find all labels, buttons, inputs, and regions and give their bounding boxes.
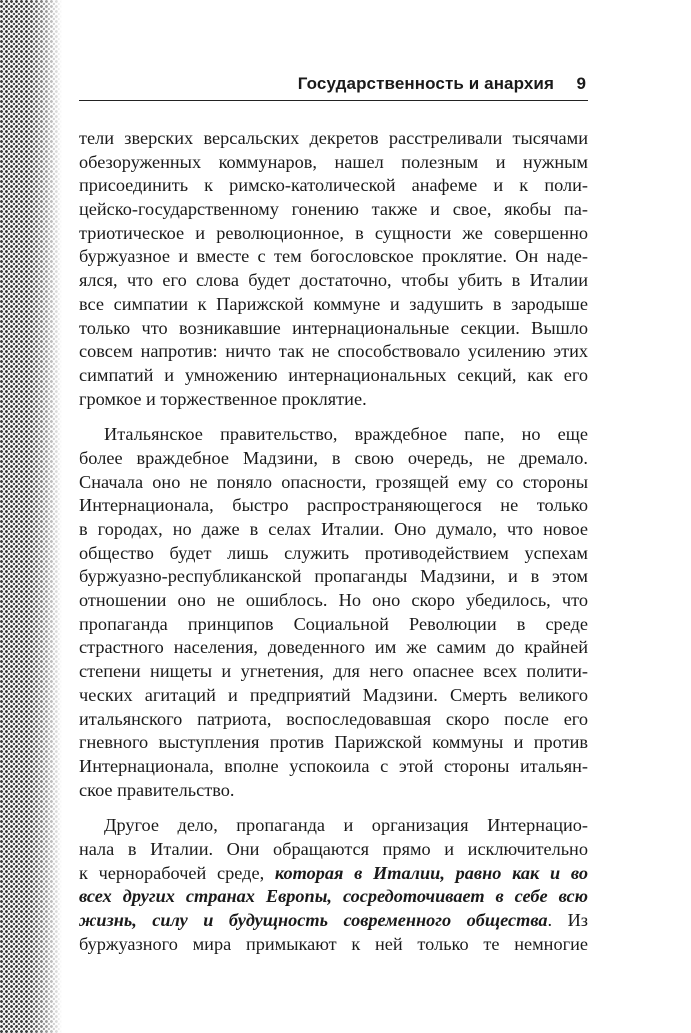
running-title: Государственность и анархия: [297, 74, 554, 93]
text-run: . Из: [547, 910, 588, 930]
text-line: в городах, но даже в селах Италии. Оно думало, что новое: [79, 519, 588, 539]
text-line: Итальянское правительство, враждебное папе, но еще: [104, 424, 588, 445]
running-header: [79, 72, 588, 101]
text-line: все симпатии к Парижской коммуне и задушить в зародыше: [79, 293, 588, 314]
text-line: гневного выступления против Парижской коммуны и против: [79, 732, 588, 753]
text-line: степени нищеты и угнетения, для него опаснее всех полити-: [79, 661, 588, 682]
text-line: буржуазного мира примыкают к ней только те немногие: [79, 933, 588, 954]
paragraph-3: [79, 814, 588, 956]
text-line: ское правительство.: [79, 779, 235, 800]
text-line: нала в Италии. Они обращаются прямо и исключительно: [79, 838, 588, 859]
text-line: более враждебное Мадзини, в свою очередь, не дремало.: [79, 447, 588, 468]
text-line: Другое дело, пропаганда и организация Интернацио-: [104, 815, 588, 836]
text-line: цейско-государственному гонению также и свое, якобы па-: [79, 199, 588, 220]
paragraph-1: [79, 127, 588, 411]
halftone-scan-edge: [0, 0, 62, 1033]
text-line: буржуазное и вместе с тем богословское проклятие. Он наде-: [79, 246, 588, 267]
text-line: общество будет лишь служить противодействием успехам: [79, 542, 588, 563]
text-line: итальянского патриота, воспоследовавшая скоро после его: [79, 708, 588, 729]
text-line: громкое и торжественное проклятие.: [79, 388, 367, 409]
body-text: [79, 127, 588, 956]
emphasized-text: которая в Италии, равно как и во: [274, 862, 588, 883]
text-line: отношении оно не ошиблось. Но оно скоро убедилось, что: [79, 590, 588, 611]
text-line: [79, 862, 588, 886]
text-line: тели зверских версальских декретов расстреливали тысячами: [79, 128, 588, 148]
text-line: Интернационала, быстро распространяющегося не только: [79, 495, 588, 516]
text-run: к чернорабочей среде,: [79, 862, 265, 883]
text-line: [79, 909, 588, 933]
text-line: присоединить к римско-католической анафеме и к поли-: [79, 175, 588, 196]
text-line: совсем напротив: ничто так не способствовало усилению этих: [79, 341, 588, 362]
page-number: 9: [576, 74, 586, 93]
text-line: пропаганда принципов Социальной Революции в среде: [79, 613, 588, 634]
text-line: триотическое и революционное, в сущности же совершенно: [79, 222, 588, 243]
text-line: Сначала оно не поняло опасности, грозящей ему со стороны: [79, 471, 588, 492]
text-line: симпатий и умножению интернациональных секций, как его: [79, 364, 588, 385]
emphasized-text: всех других странах Европы, сосредоточивает в себе всю: [79, 886, 588, 907]
text-line: обезоруженных коммунаров, нашел полезным и нужным: [79, 151, 588, 172]
text-line: буржуазно-республиканской пропаганды Мадзини, и в этом: [79, 566, 588, 587]
text-line: только что возникавшие интернациональные секции. Вышло: [79, 317, 588, 338]
text-line: страстного населения, доведенного им же самим до крайней: [79, 637, 588, 658]
text-line: Интернационала, вполне успокоила с этой стороны итальян-: [79, 755, 588, 776]
text-line: ялся, что его слова будет достаточно, чтобы убить в Италии: [79, 270, 588, 291]
text-line: ческих агитаций и предприятий Мадзини. Смерть великого: [79, 684, 588, 705]
emphasized-text: жизнь, силу и будущность современного общества: [79, 910, 548, 930]
paragraph-2: [79, 423, 588, 802]
